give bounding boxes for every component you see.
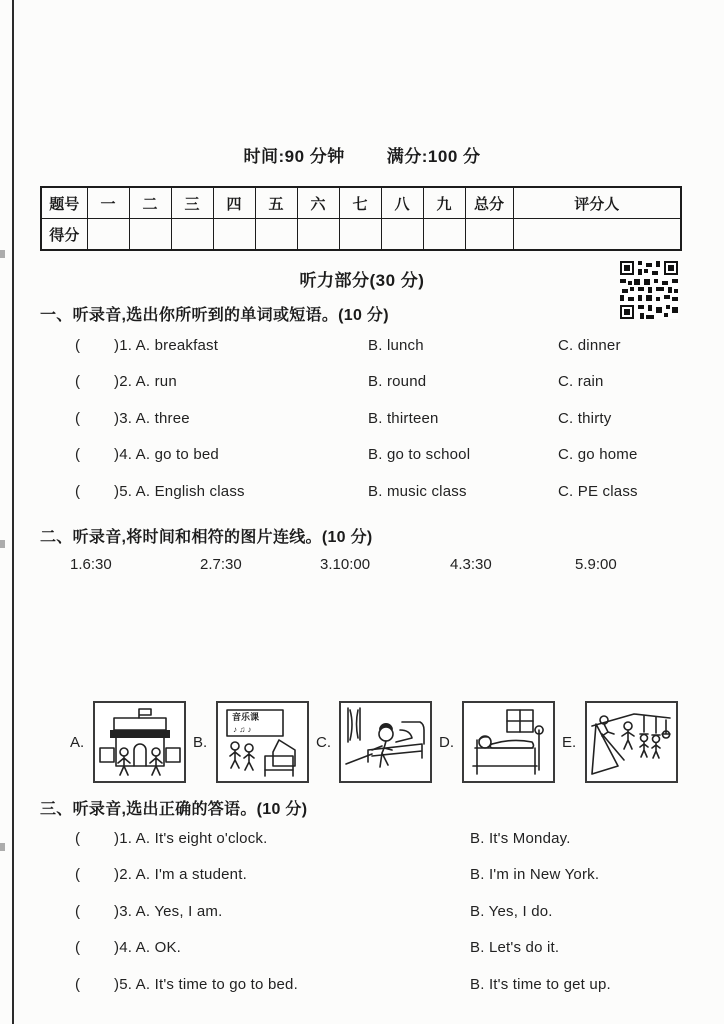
score-table-cell: 五 bbox=[255, 187, 297, 219]
score-table-cell: 二 bbox=[129, 187, 171, 219]
score-empty-cell bbox=[423, 219, 465, 251]
option-a: )3. A. Yes, I am. bbox=[114, 902, 223, 920]
section2-pictures bbox=[70, 701, 678, 783]
score-table-cell: 七 bbox=[339, 187, 381, 219]
question-row bbox=[75, 820, 698, 857]
score-empty-cell bbox=[339, 219, 381, 251]
binding-mark bbox=[0, 843, 5, 851]
score-table-cell: 题号 bbox=[41, 187, 87, 219]
score-row-label: 得分 bbox=[41, 219, 87, 251]
option-a: )2. A. run bbox=[114, 373, 177, 391]
section1-questions bbox=[75, 327, 698, 510]
score-table-cell: 九 bbox=[423, 187, 465, 219]
option-b: B. music class bbox=[368, 482, 467, 500]
qr-code bbox=[620, 261, 678, 319]
listening-part-title: 听力部分(30 分) bbox=[299, 271, 425, 290]
picture-label: D. bbox=[439, 733, 454, 751]
score-table-header-row bbox=[41, 187, 681, 219]
score-table-score-row bbox=[41, 219, 681, 251]
question-row bbox=[75, 893, 698, 930]
score-empty-cell bbox=[213, 219, 255, 251]
blackboard-text: 音乐课 bbox=[232, 712, 260, 722]
question-row bbox=[75, 437, 698, 474]
option-a: )4. A. go to bed bbox=[114, 446, 219, 464]
option-b: B. It's time to get up. bbox=[470, 975, 611, 993]
picture-unit bbox=[193, 701, 309, 783]
answer-paren: ( bbox=[75, 482, 81, 500]
picture-unit bbox=[316, 701, 432, 783]
get-up-illustration-icon bbox=[342, 704, 429, 780]
option-b: B. It's Monday. bbox=[470, 829, 571, 847]
picture-go-to-bed bbox=[462, 701, 555, 783]
picture-go-to-school bbox=[93, 701, 186, 783]
school-illustration-icon bbox=[96, 704, 183, 780]
answer-paren: ( bbox=[75, 866, 81, 884]
score-table-cell: 一 bbox=[87, 187, 129, 219]
score-table bbox=[40, 186, 682, 251]
time-item: 2.7:30 bbox=[200, 556, 242, 573]
binding-mark bbox=[0, 540, 5, 548]
option-b: B. thirteen bbox=[368, 409, 439, 427]
picture-label: B. bbox=[193, 733, 208, 751]
option-a: )1. A. It's eight o'clock. bbox=[114, 829, 268, 847]
picture-label: E. bbox=[562, 733, 577, 751]
answer-paren: ( bbox=[75, 829, 81, 847]
option-a: )1. A. breakfast bbox=[114, 336, 219, 354]
picture-unit bbox=[70, 701, 186, 783]
option-c: C. dinner bbox=[558, 336, 621, 354]
option-a: )3. A. three bbox=[114, 409, 190, 427]
score-empty-cell bbox=[297, 219, 339, 251]
score-empty-cell bbox=[87, 219, 129, 251]
question-row bbox=[75, 473, 698, 510]
option-a: )2. A. I'm a student. bbox=[114, 866, 247, 884]
picture-label: C. bbox=[316, 733, 331, 751]
sleeping-illustration-icon bbox=[465, 704, 552, 780]
answer-paren: ( bbox=[75, 409, 81, 427]
option-c: C. rain bbox=[558, 373, 604, 391]
answer-paren: ( bbox=[75, 373, 81, 391]
answer-paren: ( bbox=[75, 939, 81, 957]
exam-score-info: 满分:100 分 bbox=[386, 147, 481, 166]
exam-header bbox=[0, 142, 724, 167]
section2-heading: 二、听录音,将时间和相符的图片连线。(10 分) bbox=[40, 529, 373, 546]
question-row bbox=[75, 930, 698, 967]
score-empty-cell bbox=[465, 219, 513, 251]
option-b: B. Let's do it. bbox=[470, 939, 560, 957]
picture-unit bbox=[439, 701, 555, 783]
time-item: 3.10:00 bbox=[320, 556, 371, 573]
option-b: B. I'm in New York. bbox=[470, 866, 600, 884]
score-empty-cell bbox=[171, 219, 213, 251]
answer-paren: ( bbox=[75, 446, 81, 464]
score-empty-cell bbox=[381, 219, 423, 251]
score-empty-cell bbox=[513, 219, 681, 251]
score-table-cell: 评分人 bbox=[513, 187, 681, 219]
music-class-illustration-icon bbox=[219, 704, 306, 780]
time-item: 1.6:30 bbox=[70, 556, 112, 573]
score-table-cell: 八 bbox=[381, 187, 423, 219]
section1-heading: 一、听录音,选出你所听到的单词或短语。(10 分) bbox=[40, 307, 389, 324]
option-a: )4. A. OK. bbox=[114, 939, 182, 957]
option-a: )5. A. English class bbox=[114, 482, 245, 500]
svg-text:♪ ♫ ♪: ♪ ♫ ♪ bbox=[233, 725, 252, 734]
answer-paren: ( bbox=[75, 975, 81, 993]
answer-paren: ( bbox=[75, 902, 81, 920]
question-row bbox=[75, 400, 698, 437]
option-b: B. Yes, I do. bbox=[470, 902, 553, 920]
picture-unit bbox=[562, 701, 678, 783]
exam-time-info: 时间:90 分钟 bbox=[243, 147, 345, 166]
picture-play-outside bbox=[585, 701, 678, 783]
picture-music-class bbox=[216, 701, 309, 783]
question-row bbox=[75, 327, 698, 364]
question-row bbox=[75, 966, 698, 1003]
score-table-cell: 总分 bbox=[465, 187, 513, 219]
section3-questions bbox=[75, 820, 698, 1003]
time-item: 5.9:00 bbox=[575, 556, 617, 573]
picture-label: A. bbox=[70, 733, 85, 751]
answer-paren: ( bbox=[75, 336, 81, 354]
score-table-cell: 四 bbox=[213, 187, 255, 219]
score-empty-cell bbox=[129, 219, 171, 251]
score-table-cell: 三 bbox=[171, 187, 213, 219]
playing-illustration-icon bbox=[588, 704, 675, 780]
question-row bbox=[75, 364, 698, 401]
option-c: C. thirty bbox=[558, 409, 612, 427]
question-row bbox=[75, 857, 698, 894]
score-table-cell: 六 bbox=[297, 187, 339, 219]
binding-mark bbox=[0, 250, 5, 258]
option-a: )5. A. It's time to go to bed. bbox=[114, 975, 298, 993]
time-item: 4.3:30 bbox=[450, 556, 492, 573]
score-empty-cell bbox=[255, 219, 297, 251]
section3-heading: 三、听录音,选出正确的答语。(10 分) bbox=[40, 801, 308, 818]
option-c: C. go home bbox=[558, 446, 638, 464]
option-b: B. go to school bbox=[368, 446, 471, 464]
section2-times bbox=[70, 556, 694, 573]
option-b: B. round bbox=[368, 373, 427, 391]
option-b: B. lunch bbox=[368, 336, 424, 354]
option-c: C. PE class bbox=[558, 482, 638, 500]
picture-get-up bbox=[339, 701, 432, 783]
